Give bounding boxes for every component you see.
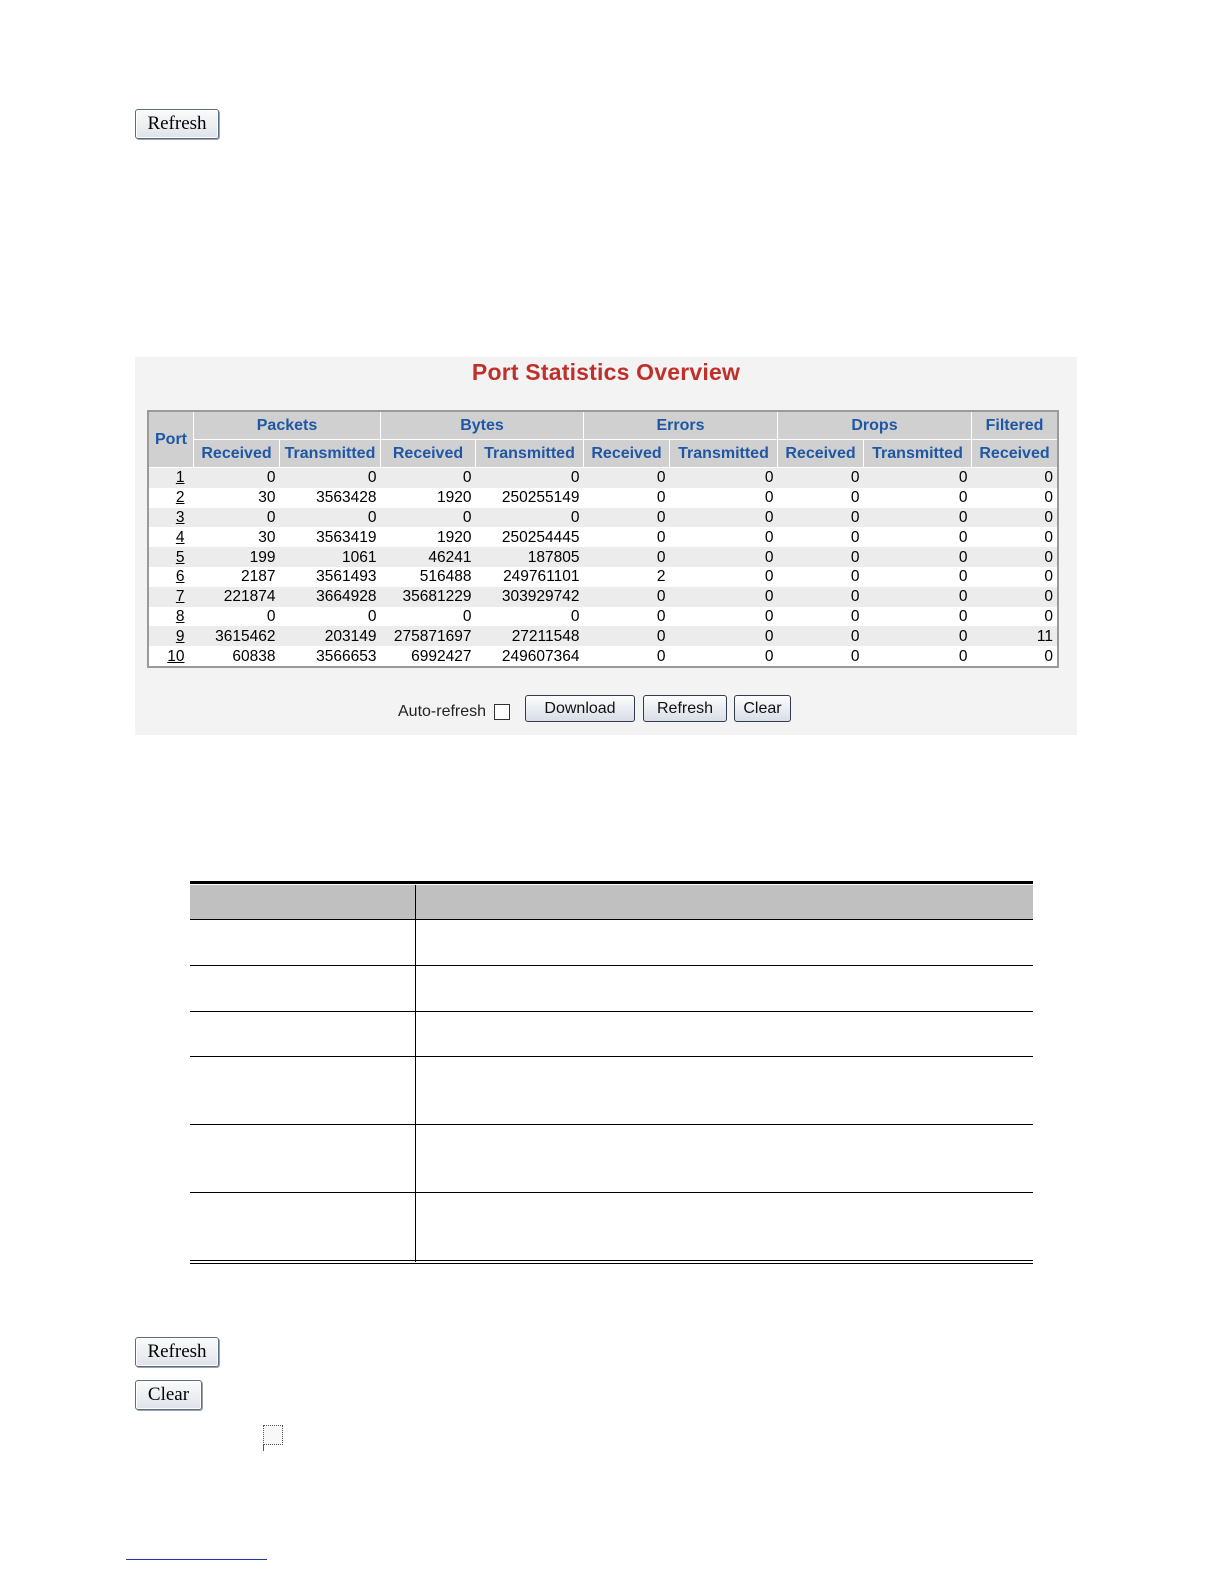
stat-cell: 0 bbox=[584, 607, 670, 627]
stat-cell: 0 bbox=[670, 488, 778, 508]
column-divider bbox=[415, 885, 416, 1262]
port-link[interactable]: 8 bbox=[148, 607, 194, 627]
stat-cell: 0 bbox=[194, 468, 280, 488]
refresh-button-bottom[interactable]: Refresh bbox=[135, 1337, 219, 1367]
stat-cell: 0 bbox=[972, 488, 1059, 508]
stat-cell: 0 bbox=[972, 527, 1059, 547]
table-row bbox=[148, 626, 1058, 646]
row-rule bbox=[190, 1124, 1033, 1125]
group-header-drops: Drops bbox=[778, 411, 972, 440]
checkbox-icon bbox=[263, 1425, 283, 1445]
port-link[interactable]: 6 bbox=[148, 567, 194, 587]
group-header-errors: Errors bbox=[584, 411, 778, 440]
stat-cell: 0 bbox=[972, 567, 1059, 587]
stat-cell: 303929742 bbox=[476, 587, 584, 607]
col-header-port: Port bbox=[148, 411, 194, 468]
table-bottom-rule bbox=[190, 1260, 1033, 1261]
stat-cell: 0 bbox=[972, 547, 1059, 567]
panel-refresh-button[interactable]: Refresh bbox=[643, 695, 727, 722]
stat-cell: 0 bbox=[778, 547, 864, 567]
refresh-button-top[interactable]: Refresh bbox=[135, 109, 219, 139]
stat-cell: 0 bbox=[584, 468, 670, 488]
stat-cell: 0 bbox=[778, 468, 864, 488]
sub-header: Received bbox=[381, 440, 476, 468]
sub-header: Received bbox=[584, 440, 670, 468]
stat-cell: 0 bbox=[778, 626, 864, 646]
stat-cell: 2187 bbox=[194, 567, 280, 587]
footnote-rule bbox=[126, 1559, 267, 1560]
stat-cell: 0 bbox=[670, 547, 778, 567]
stat-cell: 0 bbox=[476, 468, 584, 488]
stat-cell: 250254445 bbox=[476, 527, 584, 547]
port-link[interactable]: 1 bbox=[148, 468, 194, 488]
stat-cell: 187805 bbox=[476, 547, 584, 567]
stat-cell: 0 bbox=[778, 607, 864, 627]
stat-cell: 249761101 bbox=[476, 567, 584, 587]
stat-cell: 0 bbox=[670, 587, 778, 607]
sub-header: Received bbox=[194, 440, 280, 468]
table-row bbox=[148, 468, 1058, 488]
group-header-packets: Packets bbox=[194, 411, 381, 440]
panel-controls bbox=[135, 695, 1077, 723]
stat-cell: 0 bbox=[864, 567, 972, 587]
panel-clear-button[interactable]: Clear bbox=[734, 695, 791, 722]
stat-cell: 0 bbox=[670, 527, 778, 547]
stat-cell: 0 bbox=[864, 607, 972, 627]
table-row bbox=[148, 488, 1058, 508]
port-link[interactable]: 7 bbox=[148, 587, 194, 607]
port-link[interactable]: 5 bbox=[148, 547, 194, 567]
stat-cell: 30 bbox=[194, 527, 280, 547]
stat-cell: 0 bbox=[972, 646, 1059, 667]
stat-cell: 0 bbox=[778, 488, 864, 508]
stat-cell: 0 bbox=[864, 488, 972, 508]
download-button[interactable]: Download bbox=[525, 695, 635, 722]
port-link[interactable]: 4 bbox=[148, 527, 194, 547]
stat-cell: 3566653 bbox=[280, 646, 381, 667]
cursor-tick bbox=[263, 1445, 264, 1451]
table-top-rule bbox=[190, 881, 1033, 884]
stat-cell: 60838 bbox=[194, 646, 280, 667]
table-header-row bbox=[190, 885, 1033, 919]
stat-cell: 0 bbox=[584, 527, 670, 547]
stat-cell: 6992427 bbox=[381, 646, 476, 667]
stat-cell: 0 bbox=[194, 508, 280, 528]
row-rule bbox=[190, 919, 1033, 920]
stat-cell: 0 bbox=[864, 626, 972, 646]
stat-cell: 0 bbox=[972, 587, 1059, 607]
stat-cell: 0 bbox=[381, 468, 476, 488]
row-rule bbox=[190, 965, 1033, 966]
stat-cell: 0 bbox=[670, 508, 778, 528]
stat-cell: 35681229 bbox=[381, 587, 476, 607]
table-row bbox=[148, 587, 1058, 607]
clear-button-bottom[interactable]: Clear bbox=[135, 1380, 202, 1410]
sub-header: Transmitted bbox=[864, 440, 972, 468]
port-statistics-table bbox=[147, 410, 1059, 668]
stat-cell: 0 bbox=[584, 626, 670, 646]
stat-cell: 516488 bbox=[381, 567, 476, 587]
row-rule bbox=[190, 1056, 1033, 1057]
stat-cell: 3664928 bbox=[280, 587, 381, 607]
stat-cell: 0 bbox=[864, 508, 972, 528]
auto-refresh-label: Auto-refresh bbox=[398, 703, 487, 720]
stat-cell: 2 bbox=[584, 567, 670, 587]
stat-cell: 0 bbox=[778, 646, 864, 667]
stat-cell: 0 bbox=[778, 587, 864, 607]
group-header-filtered: Filtered bbox=[972, 411, 1059, 440]
stat-cell: 0 bbox=[280, 468, 381, 488]
stat-cell: 0 bbox=[864, 587, 972, 607]
stat-cell: 0 bbox=[476, 607, 584, 627]
stat-cell: 0 bbox=[584, 488, 670, 508]
stat-cell: 199 bbox=[194, 547, 280, 567]
stat-cell: 0 bbox=[670, 626, 778, 646]
stat-cell: 0 bbox=[280, 508, 381, 528]
stat-cell: 0 bbox=[864, 547, 972, 567]
stat-cell: 250255149 bbox=[476, 488, 584, 508]
stat-cell: 0 bbox=[584, 547, 670, 567]
stat-cell: 46241 bbox=[381, 547, 476, 567]
row-rule bbox=[190, 1011, 1033, 1012]
stat-cell: 30 bbox=[194, 488, 280, 508]
stat-cell: 0 bbox=[670, 567, 778, 587]
stat-cell: 27211548 bbox=[476, 626, 584, 646]
stat-cell: 0 bbox=[778, 567, 864, 587]
table-bottom-rule bbox=[190, 1263, 1033, 1264]
stat-cell: 0 bbox=[972, 508, 1059, 528]
port-link[interactable]: 10 bbox=[148, 646, 194, 667]
port-link[interactable]: 2 bbox=[148, 488, 194, 508]
stat-cell: 0 bbox=[280, 607, 381, 627]
stat-cell: 0 bbox=[584, 508, 670, 528]
stat-cell: 1061 bbox=[280, 547, 381, 567]
table-row bbox=[148, 567, 1058, 587]
stat-cell: 0 bbox=[670, 607, 778, 627]
stat-cell: 0 bbox=[864, 646, 972, 667]
stat-cell: 0 bbox=[778, 508, 864, 528]
row-rule bbox=[190, 1192, 1033, 1193]
panel-title: Port Statistics Overview bbox=[471, 359, 741, 385]
auto-refresh-checkbox[interactable] bbox=[494, 704, 510, 720]
stat-cell: 0 bbox=[381, 607, 476, 627]
sub-header: Received bbox=[972, 440, 1059, 468]
stat-cell: 0 bbox=[476, 508, 584, 528]
stat-cell: 249607364 bbox=[476, 646, 584, 667]
table-row bbox=[148, 607, 1058, 627]
stat-cell: 0 bbox=[584, 587, 670, 607]
port-link[interactable]: 3 bbox=[148, 508, 194, 528]
table-row bbox=[148, 547, 1058, 567]
stat-cell: 0 bbox=[584, 646, 670, 667]
stat-cell: 3563419 bbox=[280, 527, 381, 547]
table-row bbox=[148, 646, 1058, 667]
group-header-bytes: Bytes bbox=[381, 411, 584, 440]
stat-cell: 1920 bbox=[381, 488, 476, 508]
sub-header: Transmitted bbox=[476, 440, 584, 468]
stat-cell: 0 bbox=[194, 607, 280, 627]
stat-cell: 0 bbox=[381, 508, 476, 528]
stat-cell: 0 bbox=[864, 527, 972, 547]
stat-cell: 221874 bbox=[194, 587, 280, 607]
stat-cell: 275871697 bbox=[381, 626, 476, 646]
stat-cell: 3615462 bbox=[194, 626, 280, 646]
table-row bbox=[148, 527, 1058, 547]
stat-cell: 0 bbox=[778, 527, 864, 547]
port-statistics-panel bbox=[135, 357, 1077, 735]
sub-header: Received bbox=[778, 440, 864, 468]
sub-header: Transmitted bbox=[670, 440, 778, 468]
stat-cell: 11 bbox=[972, 626, 1059, 646]
stat-cell: 0 bbox=[972, 607, 1059, 627]
stat-cell: 1920 bbox=[381, 527, 476, 547]
sub-header: Transmitted bbox=[280, 440, 381, 468]
stat-cell: 0 bbox=[670, 646, 778, 667]
table-row bbox=[148, 508, 1058, 528]
port-link[interactable]: 9 bbox=[148, 626, 194, 646]
stat-cell: 0 bbox=[972, 468, 1059, 488]
stat-cell: 3563428 bbox=[280, 488, 381, 508]
stat-cell: 0 bbox=[864, 468, 972, 488]
stat-cell: 3561493 bbox=[280, 567, 381, 587]
stat-cell: 0 bbox=[670, 468, 778, 488]
stat-cell: 203149 bbox=[280, 626, 381, 646]
